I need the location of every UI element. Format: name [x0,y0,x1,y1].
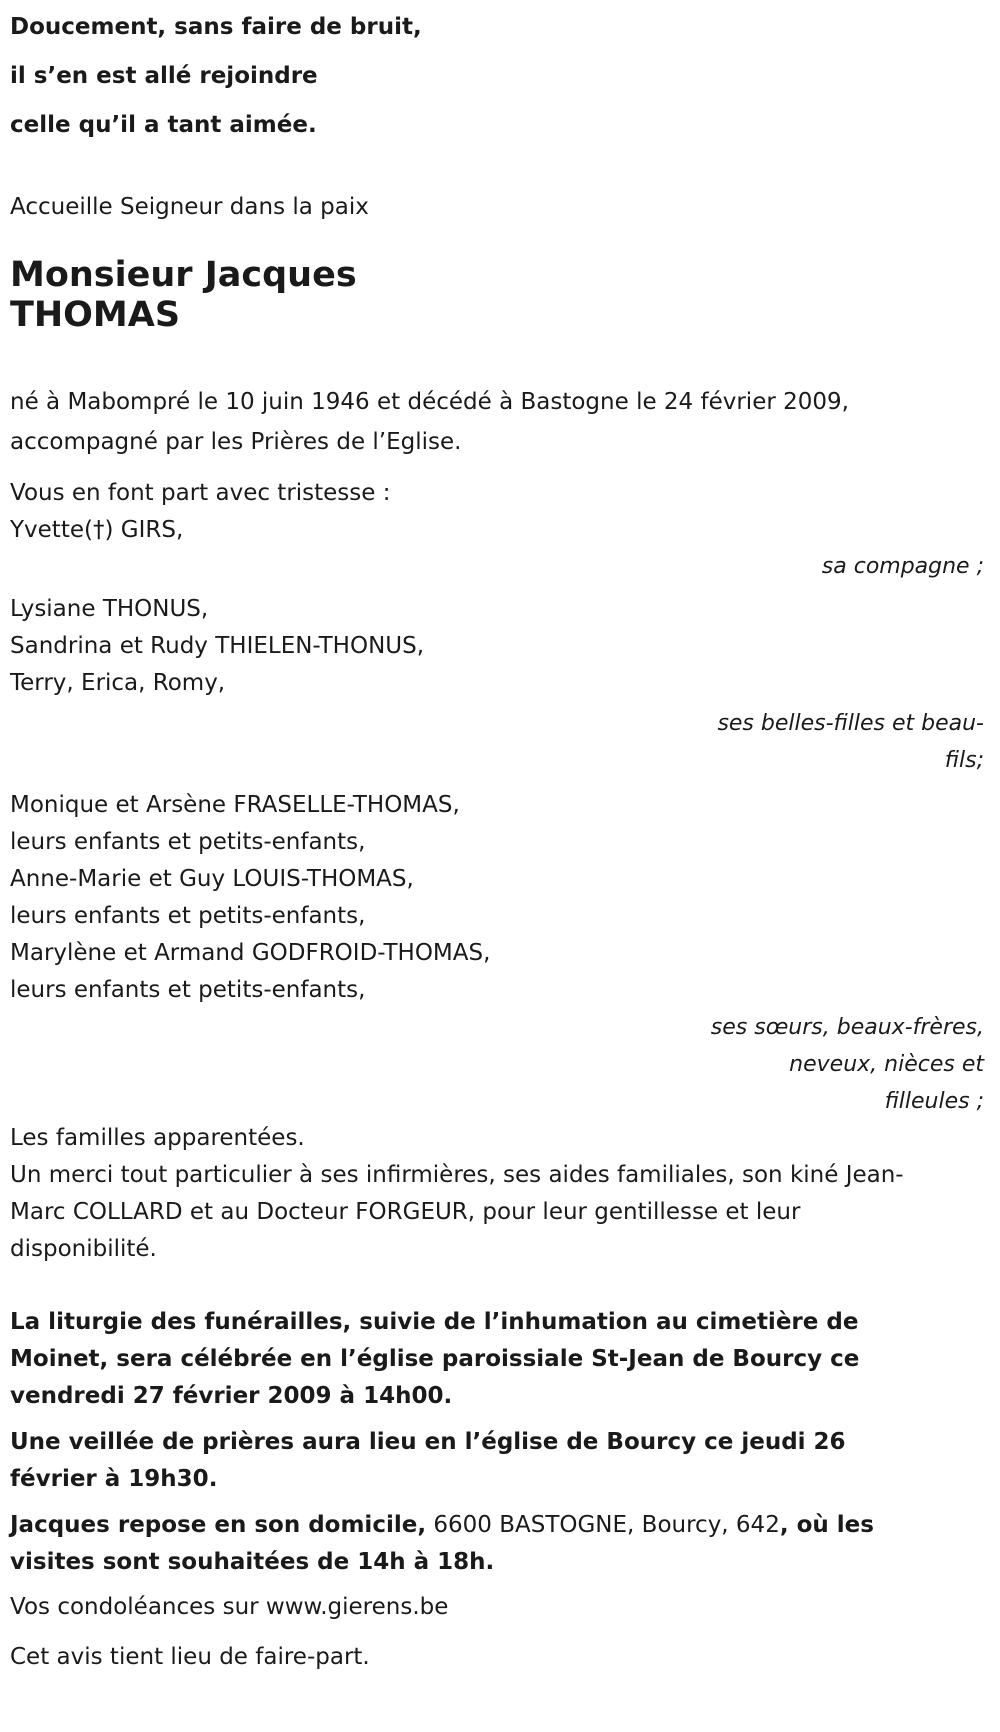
stepfamily-relation: ses belles-filles et beau-fils; [717,711,984,773]
siblings-relation: ses sœurs, beaux-frères, neveux, nièces et filleules ; [710,1015,984,1114]
family-member: Monique et Arsène FRASELLE-THOMAS, [10,792,460,818]
announcement-intro [10,473,990,547]
family-member: leurs enfants et petits-enfants, [10,903,366,929]
liturgy-info: La liturgie des funérailles, suivie de l’inhumation au cimetière de Moinet, sera célébrée en l’église paroissiale St-Jean de Bourcy ce vendredi 27 février 2009 à 14h00. [10,1309,860,1409]
vigil-info: Une veillée de prières aura lieu en l’église de Bourcy ce jeudi 26 février à 19h30. [10,1429,846,1492]
condolences-line: Vos condoléances sur www.gierens.be [10,1594,449,1620]
families-line: Les familles apparentées. [10,1125,305,1151]
intro-line: Vous en font part avec tristesse : [10,480,391,506]
deceased-title-line: Monsieur Jacques [10,255,357,295]
family-member: Sandrina et Rudy THIELEN-THONUS, [10,633,425,659]
companion-relation: sa compagne ; [821,554,984,579]
blessing: Accueille Seigneur dans la paix [10,194,369,220]
repose-end: , où les visites sont souhaitées de 14h à 18h. [10,1512,874,1575]
obituary-notice [10,0,990,1677]
family-member: leurs enfants et petits-enfants, [10,977,366,1003]
siblings-list [10,787,990,1009]
stepfamily-list [10,591,990,702]
thanks-paragraph: Un merci tout particulier à ses infirmières, ses aides familiales, son kiné Jean-Marc COLLARD et au Docteur FORGEUR, pour leur gentillesse et leur disponibilité. [10,1162,904,1262]
family-member: Terry, Erica, Romy, [10,670,226,696]
family-member: Marylène et Armand GODFROID-THOMAS, [10,940,491,966]
birth-death-info [10,382,990,462]
verse-line: Doucement, sans faire de bruit, [10,14,422,40]
repose-info [10,1507,890,1581]
verse-line: celle qu’il a tant aimée. [10,112,317,138]
deceased-name [10,255,990,335]
verse-line: il s’en est allé rejoindre [10,63,318,89]
repose-start: Jacques repose en son domicile, [10,1512,427,1538]
family-member: Anne-Marie et Guy LOUIS-THOMAS, [10,866,414,892]
notice-line: Cet avis tient lieu de faire-part. [10,1644,370,1670]
repose-address: 6600 BASTOGNE, Bourcy, 642 [426,1512,780,1538]
family-member: leurs enfants et petits-enfants, [10,829,366,855]
companion-name: Yvette(†) GIRS, [10,517,184,543]
deceased-surname: THOMAS [10,295,181,335]
family-member: Lysiane THONUS, [10,596,209,622]
opening-verse [10,3,990,150]
birth-line: né à Mabompré le 10 juin 1946 et décédé à Bastogne le 24 février 2009, [10,389,849,415]
birth-line: accompagné par les Prières de l’Eglise. [10,429,462,455]
